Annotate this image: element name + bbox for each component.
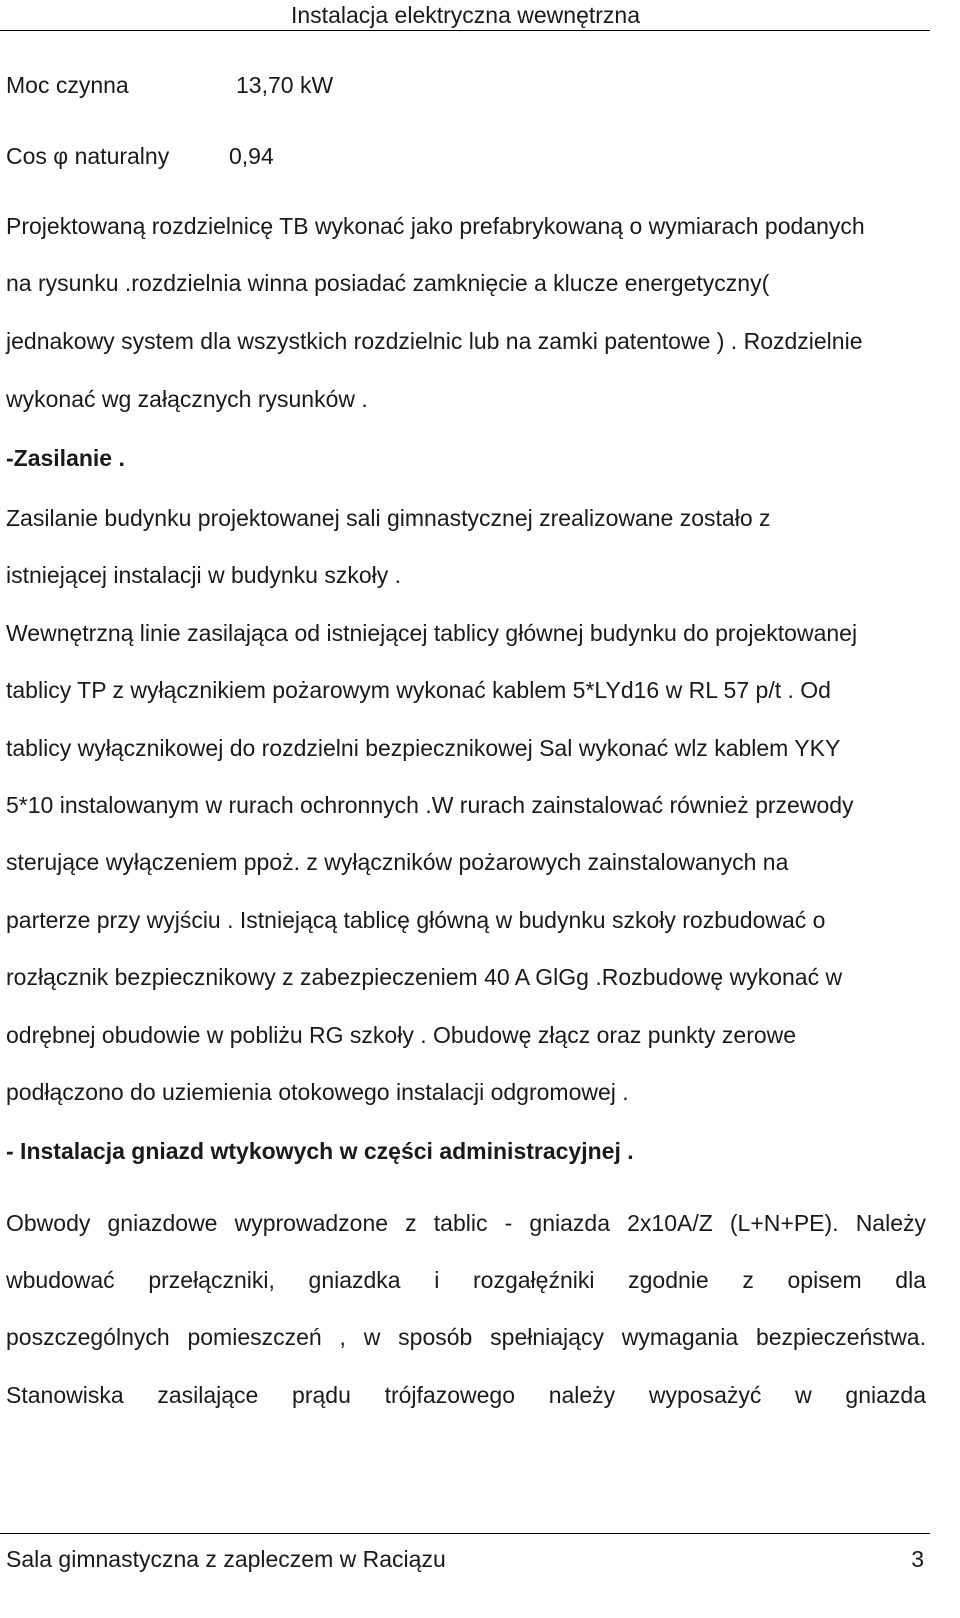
paragraph-line: sterujące wyłączeniem ppoż. z wyłączników pożarowych zainstalowanych na — [6, 849, 789, 875]
spec-label-cos-phi: Cos φ naturalny — [6, 143, 170, 169]
paragraph-line: tablicy TP z wyłącznikiem pożarowym wykonać kablem 5*LYd16 w RL 57 p/t . Od — [6, 677, 831, 703]
section-heading-sockets: - Instalacja gniazd wtykowych w części administracyjnej . — [6, 1138, 634, 1164]
paragraph-line: podłączono do uziemienia otokowego instalacji odgromowej . — [6, 1079, 629, 1105]
page-header — [0, 0, 930, 31]
paragraph-line: Stanowiska zasilające prądu trójfazowego należy wyposażyć w gniazda — [6, 1382, 926, 1408]
paragraph-line: Zasilanie budynku projektowanej sali gimnastycznej zrealizowane zostało z — [6, 505, 771, 531]
page-footer — [0, 1533, 930, 1618]
paragraph-line: istniejącej instalacji w budynku szkoły . — [6, 562, 402, 588]
paragraph-line: jednakowy system dla wszystkich rozdzielnic lub na zamki patentowe ) . Rozdzielnie — [6, 328, 863, 354]
paragraph-line: na rysunku .rozdzielnia winna posiadać zamknięcie a klucze energetyczny( — [6, 270, 770, 296]
page-number: 3 — [911, 1546, 924, 1572]
paragraph-line: parterze przy wyjściu . Istniejącą tablicę główną w budynku szkoły rozbudować o — [6, 907, 826, 933]
spec-value-active-power: 13,70 kW — [236, 72, 334, 98]
paragraph-line: poszczególnych pomieszczeń , w sposób spełniający wymagania bezpieczeństwa. — [6, 1324, 926, 1350]
header-title: Instalacja elektryczna wewnętrzna — [291, 2, 640, 28]
paragraph-line: tablicy wyłącznikowej do rozdzielni bezpiecznikowej Sal wykonać wlz kablem YKY — [6, 735, 841, 761]
section-heading-power-supply: -Zasilanie . — [6, 445, 125, 471]
paragraph-line: 5*10 instalowanym w rurach ochronnych .W rurach zainstalować również przewody — [6, 792, 854, 818]
spec-value-cos-phi: 0,94 — [229, 143, 274, 169]
paragraph-line: Obwody gniazdowe wyprowadzone z tablic - gniazda 2x10A/Z (L+N+PE). Należy — [6, 1210, 926, 1236]
paragraph-line: wbudować przełączniki, gniazdka i rozgałęźniki zgodnie z opisem dla — [6, 1267, 926, 1293]
paragraph-line: odrębnej obudowie w pobliżu RG szkoły . Obudowę złącz oraz punkty zerowe — [6, 1022, 797, 1048]
footer-text: Sala gimnastyczna z zapleczem w Raciązu — [6, 1546, 446, 1572]
paragraph-line: Projektowaną rozdzielnicę TB wykonać jako prefabrykowaną o wymiarach podanych — [6, 213, 865, 239]
paragraph-line: Wewnętrzną linie zasilająca od istniejącej tablicy głównej budynku do projektowanej — [6, 620, 858, 646]
spec-label-active-power: Moc czynna — [6, 72, 129, 98]
paragraph-line: rozłącznik bezpiecznikowy z zabezpieczeniem 40 A GlGg .Rozbudowę wykonać w — [6, 964, 843, 990]
paragraph-line: wykonać wg załącznych rysunków . — [6, 386, 368, 412]
